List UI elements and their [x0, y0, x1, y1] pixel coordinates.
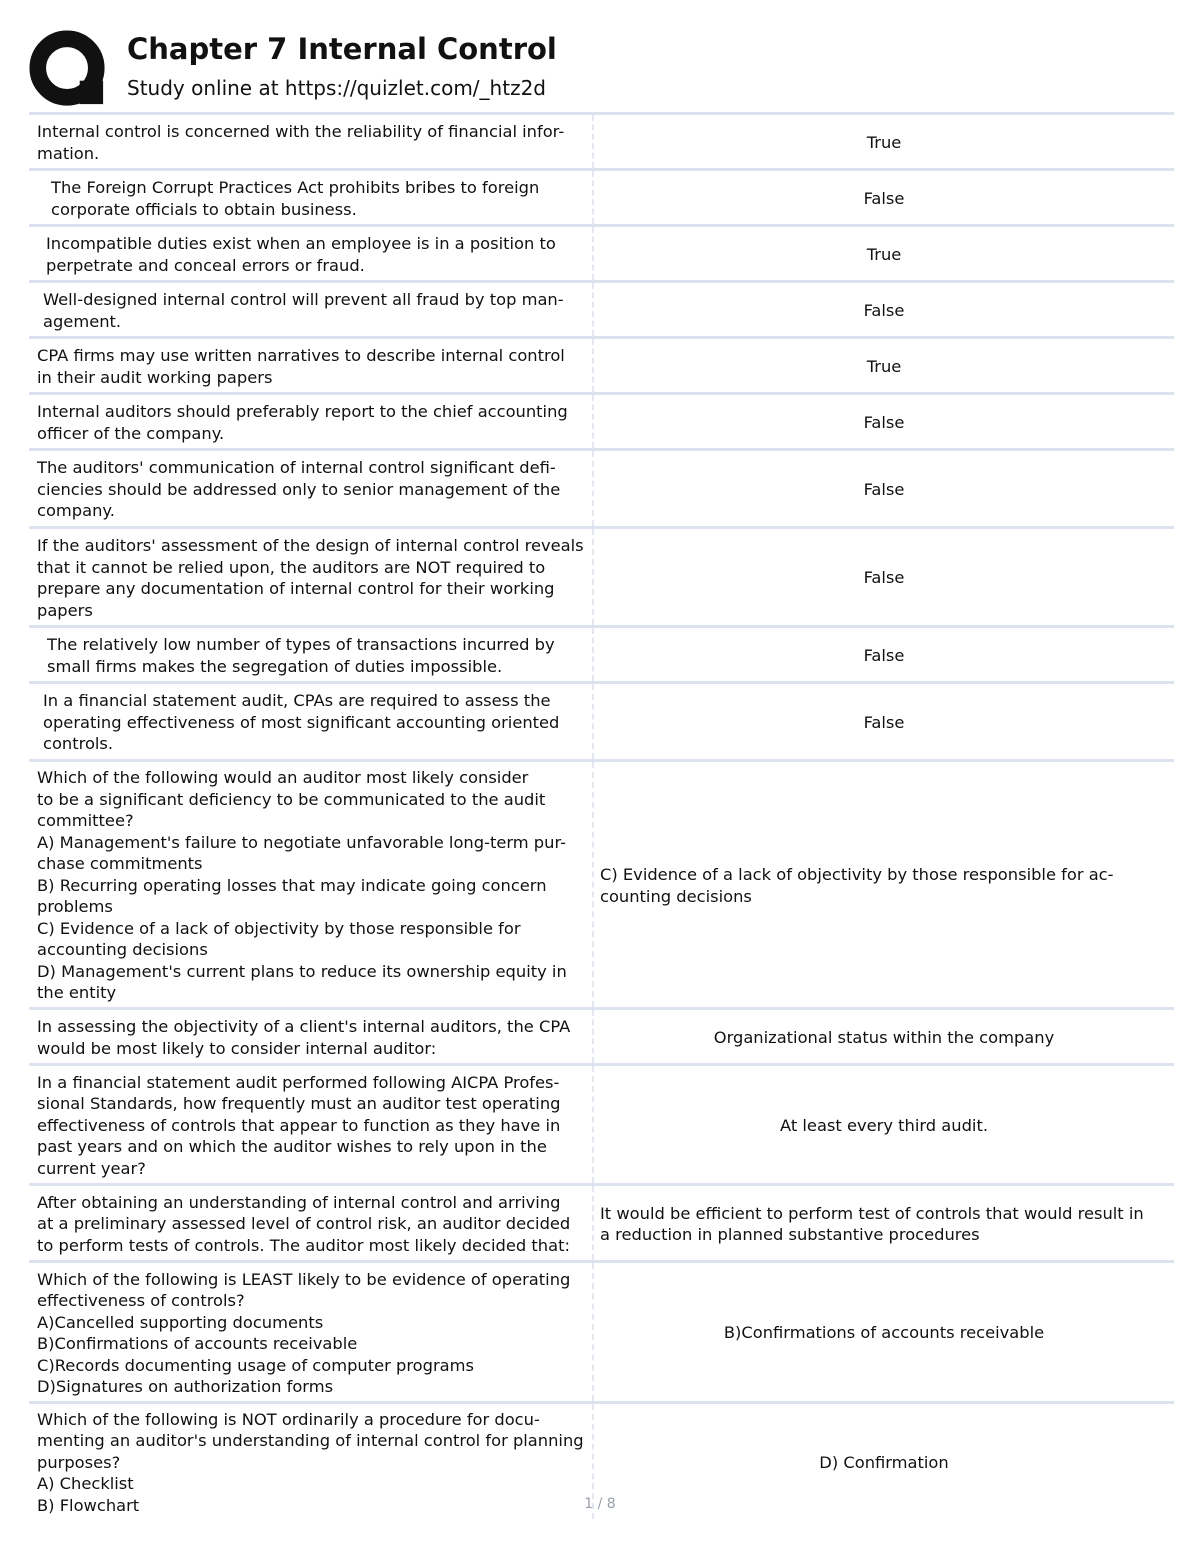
definition-text: False — [863, 645, 905, 665]
card-row — [29, 1066, 1174, 1186]
card-row — [29, 451, 1174, 529]
card-row — [29, 529, 1174, 628]
term-text: The relatively low number of types of transactions incurred by small firms makes the segregation of duties impossible. — [47, 635, 555, 676]
card-row — [29, 762, 1174, 1010]
term-text: In assessing the objectivity of a client's internal auditors, the CPA would be most likely to consider internal auditor: — [37, 1017, 571, 1058]
card-definition — [594, 115, 1174, 168]
study-online-link[interactable]: Study online at https://quizlet.com/_htz2d — [127, 76, 546, 100]
card-term — [29, 628, 594, 681]
card-definition — [594, 1263, 1174, 1401]
card-definition — [594, 395, 1174, 448]
definition-text: False — [863, 412, 905, 432]
term-text: Which of the following is LEAST likely to be evidence of operating effectiveness of controls? A)Cancelled supporting documents B)Confirmations of accounts receivable C)Records documenting usage of computer programs D)Signatures on authorization forms — [37, 1269, 571, 1396]
term-text: CPA firms may use written narratives to describe internal control in their audit working papers — [37, 346, 565, 387]
card-row — [29, 283, 1174, 339]
definition-text: False — [863, 188, 905, 208]
definition-text: At least every third audit. — [780, 1115, 988, 1135]
page-title: Chapter 7 Internal Control — [127, 32, 557, 66]
definition-text: B)Confirmations of accounts receivable — [723, 1323, 1045, 1343]
card-definition — [594, 1010, 1174, 1063]
card-term — [29, 451, 594, 526]
term-text: Well-designed internal control will prevent all fraud by top man- agement. — [43, 290, 564, 331]
card-definition — [594, 628, 1174, 681]
card-definition — [594, 1186, 1174, 1260]
card-definition — [594, 283, 1174, 336]
card-term — [29, 283, 594, 336]
term-text: In a financial statement audit performed following AICPA Profes- sional Standards, how frequently must an auditor test operating effectiveness of controls that appear to function as they have in past years and on which the auditor wishes to rely upon in the current year? — [37, 1072, 561, 1178]
quizlet-q-logo-icon — [29, 30, 107, 108]
card-row — [29, 227, 1174, 283]
term-text: Which of the following is NOT ordinarily a procedure for docu- menting an auditor's understanding of internal control for planning purposes? A) Checklist B) Flowchart — [37, 1409, 584, 1515]
definition-text: False — [863, 300, 905, 320]
card-row — [29, 115, 1174, 171]
term-text: In a financial statement audit, CPAs are required to assess the operating effectiveness of most significant accounting oriented controls. — [43, 691, 560, 754]
card-row — [29, 1186, 1174, 1263]
card-definition — [594, 339, 1174, 392]
card-definition — [594, 529, 1174, 625]
definition-text: False — [863, 479, 905, 499]
term-text: Which of the following would an auditor most likely consider to be a significant deficiency to be communicated to the audit committee? A) Management's failure to negotiate unfavorable long-term pur- chase commitments B) Recurring operating losses that may indicate going concern problems C) Evidence of a lack of objectivity by those responsible for accounting decisions D) Management's current plans to reduce its ownership equity in the entity — [37, 768, 567, 1003]
card-definition — [594, 451, 1174, 526]
definition-text: False — [863, 712, 905, 732]
term-text: Internal control is concerned with the reliability of financial infor- mation. — [37, 122, 565, 163]
card-term — [29, 1066, 594, 1183]
card-row — [29, 339, 1174, 395]
card-definition — [594, 1066, 1174, 1183]
card-term — [29, 227, 594, 280]
page-header — [29, 28, 1174, 112]
card-term — [29, 115, 594, 168]
card-row — [29, 684, 1174, 762]
term-text: The Foreign Corrupt Practices Act prohibits bribes to foreign corporate officials to obtain business. — [51, 178, 540, 219]
definition-text: True — [866, 244, 902, 264]
definition-text: Organizational status within the company — [713, 1027, 1055, 1047]
page-number: 1 / 8 — [584, 1496, 616, 1512]
term-text: If the auditors' assessment of the design of internal control reveals that it cannot be relied upon, the auditors are NOT required to prepare any documentation of internal control for their working papers — [37, 536, 584, 620]
term-text: After obtaining an understanding of internal control and arriving at a preliminary assessed level of control risk, an auditor decided to perform tests of controls. The auditor most likely decided that: — [37, 1192, 571, 1255]
card-row — [29, 628, 1174, 684]
definition-text: True — [866, 132, 902, 152]
card-term — [29, 1010, 594, 1063]
card-definition — [594, 227, 1174, 280]
card-term — [29, 529, 594, 625]
card-row — [29, 1010, 1174, 1066]
definition-text: It would be efficient to perform test of controls that would result in a reduction in planned substantive procedures — [600, 1203, 1144, 1244]
definition-text: False — [863, 568, 905, 588]
card-definition — [594, 684, 1174, 759]
card-definition — [594, 762, 1174, 1007]
card-term — [29, 762, 594, 1007]
card-term — [29, 1263, 594, 1401]
definition-text: True — [866, 356, 902, 376]
card-term — [29, 684, 594, 759]
card-definition — [594, 171, 1174, 224]
card-row — [29, 395, 1174, 451]
term-text: Internal auditors should preferably report to the chief accounting officer of the company. — [37, 402, 568, 443]
card-term — [29, 1186, 594, 1260]
card-term — [29, 171, 594, 224]
definition-text: C) Evidence of a lack of objectivity by those responsible for ac- counting decisions — [600, 865, 1114, 906]
definition-text: D) Confirmation — [819, 1452, 949, 1472]
card-row — [29, 171, 1174, 227]
card-row — [29, 1263, 1174, 1404]
term-text: Incompatible duties exist when an employee is in a position to perpetrate and conceal errors or fraud. — [46, 234, 556, 275]
flashcard-table — [29, 112, 1174, 1519]
card-term — [29, 339, 594, 392]
card-term — [29, 395, 594, 448]
term-text: The auditors' communication of internal control significant defi- ciencies should be addressed only to senior management of the company. — [37, 458, 561, 521]
